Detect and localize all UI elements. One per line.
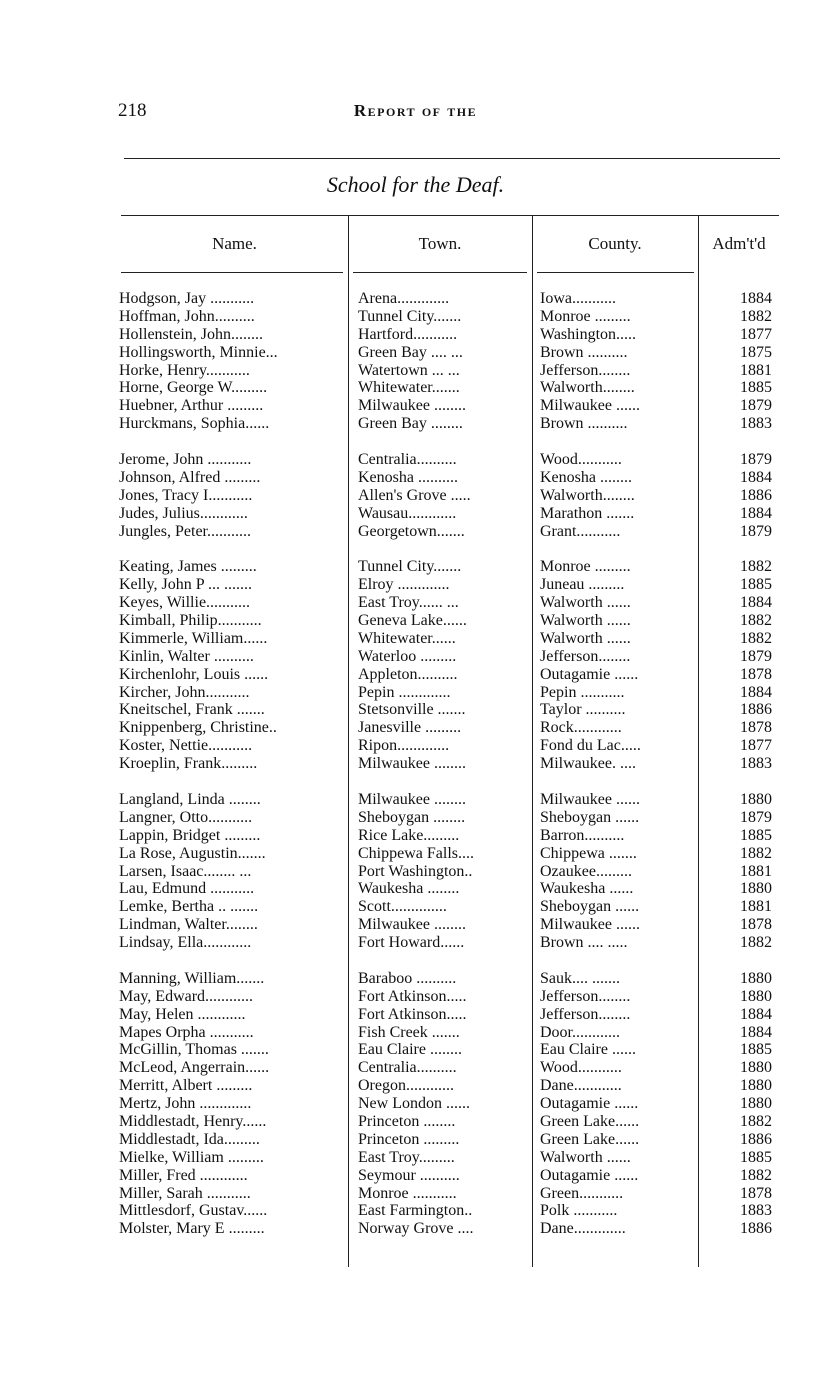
group-spacer — [358, 540, 528, 558]
student-name: Miller, Sarah ........... — [119, 1184, 251, 1202]
student-name: Lindsay, Ella............ — [119, 934, 252, 952]
town-cell: Geneva Lake...... — [358, 612, 467, 630]
student-name: Jones, Tracy I........... — [119, 486, 253, 504]
county-cell: Green Lake...... — [540, 1130, 640, 1148]
town-cell: Janesville ......... — [358, 719, 462, 737]
county-cell: Rock............ — [540, 719, 622, 737]
student-name: Huebner, Arthur ......... — [119, 397, 264, 415]
student-name: La Rose, Augustin....... — [119, 844, 266, 862]
town-cell: Norway Grove .... — [358, 1220, 474, 1238]
town-cell: Baraboo .......... — [358, 969, 457, 987]
county-cell: Milwaukee ...... — [540, 790, 640, 808]
town-cell: Elroy ............. — [358, 576, 450, 594]
student-name: Hollingsworth, Minnie... — [119, 343, 278, 361]
group-spacer — [119, 773, 343, 791]
county-cell: Monroe ......... — [540, 307, 631, 325]
admitted-year: 1875 — [740, 343, 772, 361]
county-cell: Wood........... — [540, 451, 622, 469]
admitted-year: 1880 — [740, 987, 772, 1005]
admitted-year: 1882 — [740, 844, 772, 862]
student-name: McGillin, Thomas ....... — [119, 1041, 269, 1059]
town-cell: Waukesha ........ — [358, 880, 460, 898]
county-cell: Eau Claire ...... — [540, 1041, 636, 1059]
name-column — [119, 290, 343, 1238]
student-name: Jungles, Peter........... — [119, 522, 251, 540]
admitted-year: 1886 — [740, 1130, 772, 1148]
admitted-year: 1886 — [740, 486, 772, 504]
town-cell: Port Washington.. — [358, 862, 473, 880]
admitted-year: 1880 — [740, 969, 772, 987]
town-cell: New London ...... — [358, 1095, 470, 1113]
header-rule-town — [353, 272, 527, 273]
table-title: School for the Deaf. — [326, 172, 505, 197]
town-cell: Centralia.......... — [358, 451, 457, 469]
county-column — [540, 290, 690, 1238]
town-cell: Wausau............ — [358, 504, 457, 522]
admitted-year: 1880 — [740, 790, 772, 808]
county-cell: Brown .......... — [540, 343, 628, 361]
student-name: Lemke, Bertha .. ....... — [119, 898, 259, 916]
admitted-year: 1884 — [740, 1005, 772, 1023]
group-spacer — [358, 433, 528, 451]
group-spacer — [540, 773, 690, 791]
group-spacer — [540, 952, 690, 970]
column-header-name: Name. — [212, 234, 257, 253]
admitted-year: 1882 — [740, 612, 772, 630]
county-cell: Ozaukee......... — [540, 862, 632, 880]
admitted-year: 1880 — [740, 1077, 772, 1095]
group-spacer — [358, 773, 528, 791]
town-cell: Fish Creek ....... — [358, 1023, 460, 1041]
admitted-year: 1877 — [740, 737, 772, 755]
county-cell: Dane............ — [540, 1077, 622, 1095]
town-cell: Kenosha .......... — [358, 468, 458, 486]
group-spacer — [700, 433, 772, 451]
admitted-year: 1881 — [740, 862, 772, 880]
student-name: Larsen, Isaac........ ... — [119, 862, 252, 880]
admitted-year: 1884 — [740, 468, 772, 486]
admitted-year: 1879 — [740, 647, 772, 665]
admitted-year: 1882 — [740, 934, 772, 952]
student-name: Hollenstein, John........ — [119, 325, 263, 343]
header-rule-county — [537, 272, 694, 273]
admitted-year: 1881 — [740, 898, 772, 916]
town-cell: East Farmington.. — [358, 1202, 473, 1220]
student-name: Kneitschel, Frank ....... — [119, 701, 265, 719]
county-cell: Juneau ......... — [540, 576, 625, 594]
county-cell: Jefferson........ — [540, 361, 631, 379]
town-cell: East Troy......... — [358, 1148, 455, 1166]
county-cell: Jefferson........ — [540, 647, 631, 665]
town-cell: Centralia.......... — [358, 1059, 457, 1077]
county-cell: Outagamie ...... — [540, 1095, 639, 1113]
county-cell: Milwaukee ...... — [540, 916, 640, 934]
admitted-year: 1879 — [740, 451, 772, 469]
table-top-rule — [121, 215, 779, 216]
student-name: McLeod, Angerrain...... — [119, 1059, 270, 1077]
student-name: Mertz, John ............. — [119, 1095, 252, 1113]
county-cell: Sauk.... ....... — [540, 969, 620, 987]
admitted-year: 1883 — [740, 755, 772, 773]
admitted-year: 1885 — [740, 1148, 772, 1166]
admitted-year: 1878 — [740, 1184, 772, 1202]
town-cell: Rice Lake......... — [358, 826, 460, 844]
student-name: Middlestadt, Ida......... — [119, 1130, 260, 1148]
county-cell: Sheboygan ...... — [540, 808, 640, 826]
student-name: Lappin, Bridget ......... — [119, 826, 261, 844]
town-cell: Princeton ......... — [358, 1130, 460, 1148]
town-cell: Stetsonville ....... — [358, 701, 466, 719]
county-cell: Grant........... — [540, 522, 621, 540]
county-cell: Iowa........... — [540, 290, 616, 307]
admitted-column — [700, 290, 772, 1238]
column-divider — [532, 215, 533, 1267]
group-spacer — [119, 952, 343, 970]
admitted-year: 1886 — [740, 701, 772, 719]
student-name: May, Edward............ — [119, 987, 254, 1005]
town-cell: Hartford........... — [358, 325, 458, 343]
town-cell: Georgetown....... — [358, 522, 465, 540]
admitted-year: 1880 — [740, 1095, 772, 1113]
column-header-county: County. — [588, 234, 642, 253]
town-cell: Appleton.......... — [358, 665, 458, 683]
town-cell: Allen's Grove ..... — [358, 486, 471, 504]
county-cell: Wood........... — [540, 1059, 622, 1077]
town-cell: Scott.............. — [358, 898, 447, 916]
admitted-year: 1880 — [740, 880, 772, 898]
town-column — [358, 290, 528, 1238]
county-cell: Walworth ...... — [540, 612, 631, 630]
town-cell: Sheboygan ........ — [358, 808, 466, 826]
student-name: Mittlesdorf, Gustav...... — [119, 1202, 268, 1220]
admitted-year: 1880 — [740, 1059, 772, 1077]
group-spacer — [540, 433, 690, 451]
town-cell: Princeton ........ — [358, 1112, 456, 1130]
student-name: Manning, William....... — [119, 969, 265, 987]
student-name: Jerome, John ........... — [119, 451, 252, 469]
county-cell: Walworth ...... — [540, 1148, 631, 1166]
town-cell: Monroe ........... — [358, 1184, 457, 1202]
admitted-year: 1877 — [740, 325, 772, 343]
admitted-year: 1883 — [740, 415, 772, 433]
student-name: Horne, George W......... — [119, 379, 268, 397]
student-name: Lau, Edmund ........... — [119, 880, 255, 898]
town-cell: Milwaukee ........ — [358, 397, 466, 415]
admitted-year: 1886 — [740, 1220, 772, 1238]
county-cell: Fond du Lac..... — [540, 737, 641, 755]
town-cell: Arena............. — [358, 290, 450, 307]
town-cell: Oregon............ — [358, 1077, 454, 1095]
student-name: Keyes, Willie........... — [119, 594, 251, 612]
county-cell: Sheboygan ...... — [540, 898, 640, 916]
student-name: Hurckmans, Sophia...... — [119, 415, 270, 433]
group-spacer — [119, 433, 343, 451]
student-name: Keating, James ......... — [119, 558, 257, 576]
town-cell: Green Bay .... ... — [358, 343, 463, 361]
town-cell: Eau Claire ........ — [358, 1041, 462, 1059]
town-cell: Whitewater...... — [358, 629, 456, 647]
county-cell: Walworth........ — [540, 486, 635, 504]
student-name: Johnson, Alfred ......... — [119, 468, 261, 486]
admitted-year: 1882 — [740, 307, 772, 325]
town-cell: Pepin ............. — [358, 683, 451, 701]
running-head: Report of the — [353, 101, 478, 120]
admitted-year: 1882 — [740, 1166, 772, 1184]
town-cell: Milwaukee ........ — [358, 755, 466, 773]
county-cell: Walworth ...... — [540, 629, 631, 647]
admitted-year: 1884 — [740, 594, 772, 612]
student-name: Middlestadt, Henry...... — [119, 1112, 267, 1130]
student-name: Hodgson, Jay ........... — [119, 290, 255, 307]
admitted-year: 1884 — [740, 290, 772, 307]
student-name: Miller, Fred ............ — [119, 1166, 248, 1184]
town-cell: Green Bay ........ — [358, 415, 463, 433]
student-name: May, Helen ............ — [119, 1005, 246, 1023]
town-cell: Fort Atkinson..... — [358, 1005, 467, 1023]
admitted-year: 1882 — [740, 1112, 772, 1130]
student-name: Kircher, John........... — [119, 683, 250, 701]
town-cell: Ripon............. — [358, 737, 450, 755]
admitted-year: 1878 — [740, 719, 772, 737]
county-cell: Taylor .......... — [540, 701, 626, 719]
admitted-year: 1881 — [740, 361, 772, 379]
student-name: Lindman, Walter........ — [119, 916, 258, 934]
town-cell: Watertown ... ... — [358, 361, 460, 379]
town-cell: Chippewa Falls.... — [358, 844, 474, 862]
county-cell: Waukesha ...... — [540, 880, 634, 898]
town-cell: Tunnel City....... — [358, 307, 462, 325]
admitted-year: 1879 — [740, 397, 772, 415]
column-divider — [348, 215, 349, 1267]
county-cell: Brown .......... — [540, 415, 628, 433]
county-cell: Green........... — [540, 1184, 624, 1202]
group-spacer — [119, 540, 343, 558]
county-cell: Marathon ....... — [540, 504, 635, 522]
student-name: Langner, Otto........... — [119, 808, 253, 826]
admitted-year: 1885 — [740, 1041, 772, 1059]
county-cell: Walworth........ — [540, 379, 635, 397]
admitted-year: 1878 — [740, 665, 772, 683]
county-cell: Monroe ......... — [540, 558, 631, 576]
admitted-year: 1884 — [740, 1023, 772, 1041]
county-cell: Jefferson........ — [540, 1005, 631, 1023]
town-cell: Seymour .......... — [358, 1166, 460, 1184]
county-cell: Milwaukee. .... — [540, 755, 636, 773]
student-name: Kimmerle, William...... — [119, 629, 268, 647]
student-name: Kimball, Philip........... — [119, 612, 262, 630]
town-cell: Waterloo ......... — [358, 647, 457, 665]
group-spacer — [358, 952, 528, 970]
student-name: Judes, Julius............ — [119, 504, 248, 522]
admitted-year: 1882 — [740, 629, 772, 647]
student-name: Kroeplin, Frank......... — [119, 755, 258, 773]
student-name: Merritt, Albert ......... — [119, 1077, 253, 1095]
admitted-year: 1884 — [740, 504, 772, 522]
town-cell: Milwaukee ........ — [358, 790, 466, 808]
page-number: 218 — [118, 100, 147, 121]
town-cell: Fort Atkinson..... — [358, 987, 467, 1005]
student-name: Mielke, William ......... — [119, 1148, 264, 1166]
group-spacer — [700, 952, 772, 970]
county-cell: Outagamie ...... — [540, 1166, 639, 1184]
student-name: Molster, Mary E ......... — [119, 1220, 265, 1238]
group-spacer — [700, 540, 772, 558]
student-name: Mapes Orpha ........... — [119, 1023, 254, 1041]
column-header-town: Town. — [418, 234, 462, 253]
admitted-year: 1882 — [740, 558, 772, 576]
county-cell: Green Lake...... — [540, 1112, 640, 1130]
county-cell: Milwaukee ...... — [540, 397, 640, 415]
county-cell: Dane............. — [540, 1220, 626, 1238]
admitted-year: 1878 — [740, 916, 772, 934]
town-cell: East Troy...... ... — [358, 594, 459, 612]
student-name: Kirchenlohr, Louis ...... — [119, 665, 269, 683]
county-cell: Barron.......... — [540, 826, 625, 844]
town-cell: Milwaukee ........ — [358, 916, 466, 934]
county-cell: Pepin ........... — [540, 683, 625, 701]
admitted-year: 1885 — [740, 826, 772, 844]
admitted-year: 1879 — [740, 522, 772, 540]
student-name: Hoffman, John.......... — [119, 307, 255, 325]
town-cell: Fort Howard...... — [358, 934, 465, 952]
town-cell: Whitewater....... — [358, 379, 460, 397]
student-name: Horke, Henry........... — [119, 361, 250, 379]
county-cell: Jefferson........ — [540, 987, 631, 1005]
student-name: Knippenberg, Christine.. — [119, 719, 277, 737]
county-cell: Chippewa ....... — [540, 844, 637, 862]
student-name: Langland, Linda ........ — [119, 790, 261, 808]
county-cell: Walworth ...... — [540, 594, 631, 612]
admitted-year: 1885 — [740, 379, 772, 397]
student-name: Koster, Nettie........... — [119, 737, 253, 755]
county-cell: Outagamie ...... — [540, 665, 639, 683]
town-cell: Tunnel City....... — [358, 558, 462, 576]
admitted-year: 1885 — [740, 576, 772, 594]
county-cell: Polk ........... — [540, 1202, 618, 1220]
admitted-year: 1879 — [740, 808, 772, 826]
header-rule-name — [121, 272, 343, 273]
group-spacer — [700, 773, 772, 791]
county-cell: Brown .... ..... — [540, 934, 628, 952]
top-rule — [124, 158, 780, 159]
county-cell: Kenosha ........ — [540, 468, 632, 486]
column-header-admitted: Adm't'd — [712, 234, 766, 253]
student-name: Kelly, John P ... ....... — [119, 576, 253, 594]
group-spacer — [540, 540, 690, 558]
admitted-year: 1884 — [740, 683, 772, 701]
county-cell: Washington..... — [540, 325, 637, 343]
student-name: Kinlin, Walter .......... — [119, 647, 254, 665]
column-divider — [698, 215, 699, 1267]
admitted-year: 1883 — [740, 1202, 772, 1220]
county-cell: Door............ — [540, 1023, 620, 1041]
